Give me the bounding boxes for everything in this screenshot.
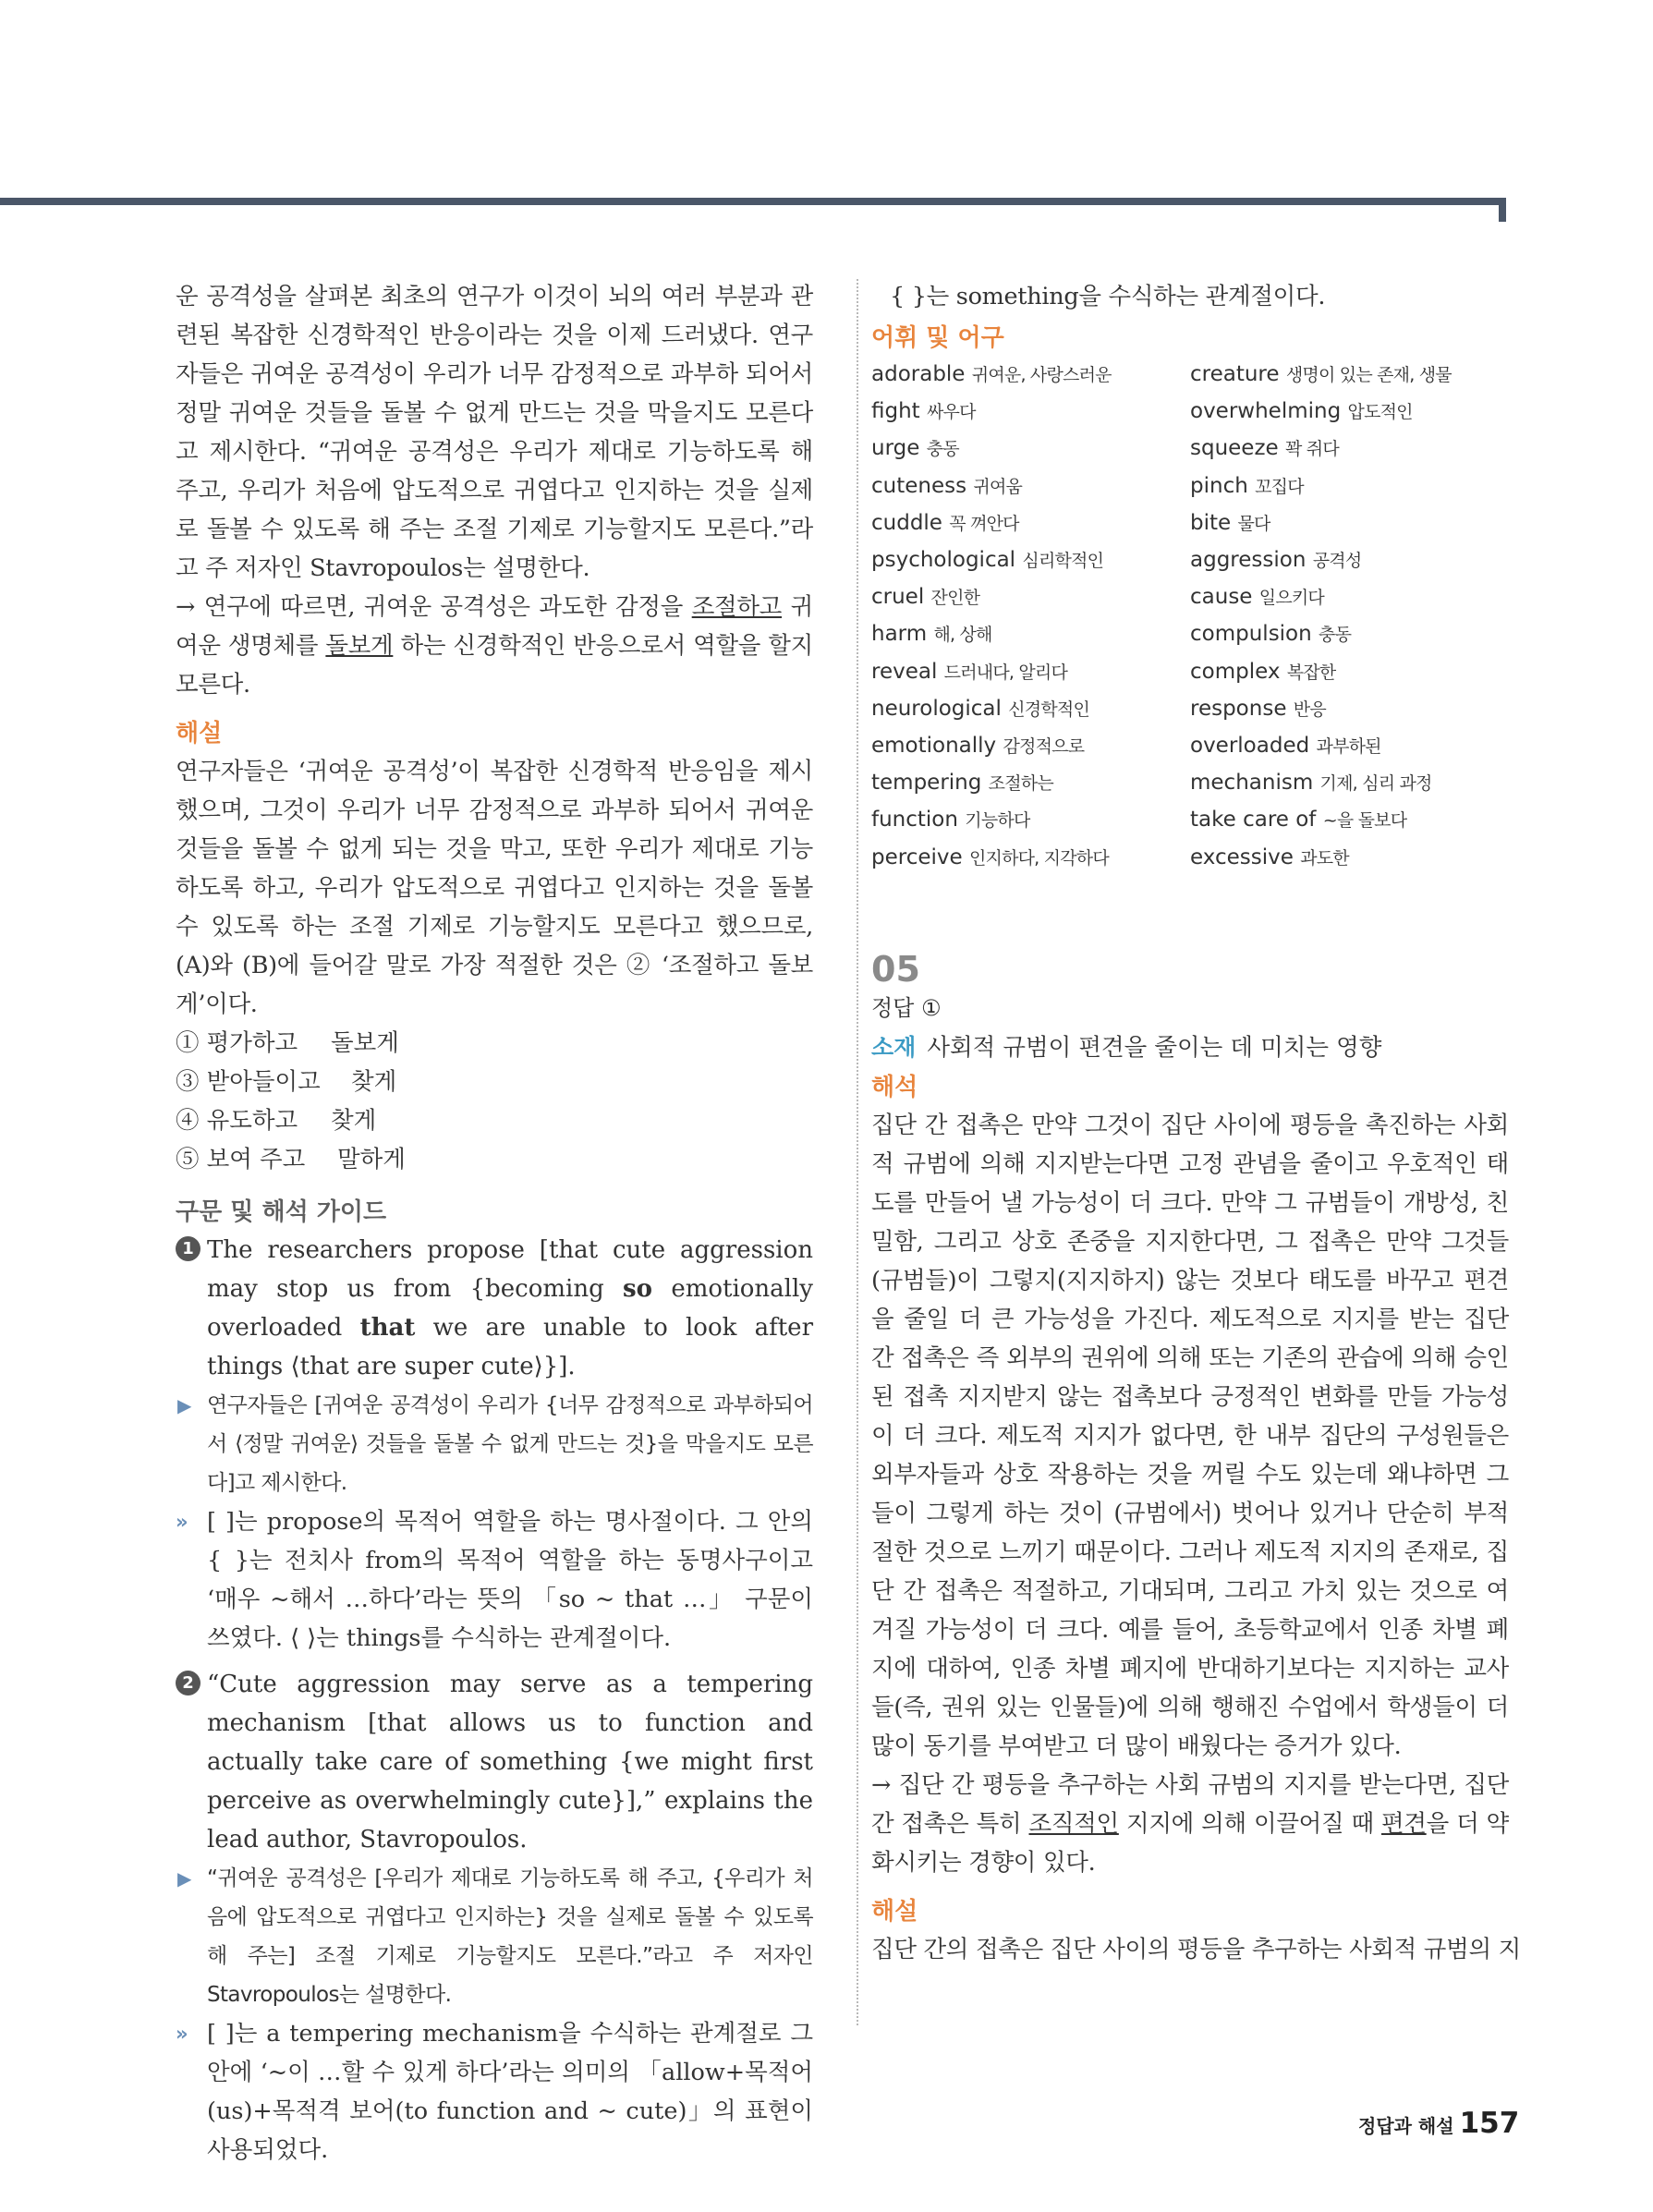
vocab-word: aggression [1190,548,1307,573]
vocab-item [871,357,1190,394]
vocab-item [871,542,1190,579]
haeseok-text: 집단 간 접촉은 만약 그것이 집단 사이에 평등을 촉진하는 사회적 규범에 의해 지지받는다면 고정 관념을 줄이고 우호적인 태도를 만들어 낼 가능성이 더 크다. 만약 그 규범들이 개방성, 친밀함, 그리고 상호 존중을 지지한다면, 그 접촉은 만약 그것들(규범들)이 그렇지(지지하지) 않는 것보다 태도를 바꾸고 편견을 줄일 더 큰 가능성을 가진다. 제도적으로 지지를 받는 집단 간 접촉은 즉 외부의 권위에 의해 또는 기존의 관습에 의해 승인된 접촉 지지받지 않는 접촉보다 긍정적인 변화를 만들 가능성이 더 크다. 제도적 지지가 없다면, 한 내부 집단의 구성원들은 외부자들과 상호 작용하는 것을 꺼릴 수도 있는데 왜냐하면 그들이 그렇게 하는 것이 (규범에서) 벗어나 있거나 단순히 부적절한 것으로 느끼기 때문이다. 그러나 제도적 지지의 존재로, 집단 간 접촉은 적절하고, 기대되며, 그리고 가치 있는 것으로 여겨질 가능성이 더 크다. 예를 들어, 초등학교에서 인종 차별 폐지에 대하여, 인종 차별 폐지에 반대하기보다는 지지하는 교사들(즉, 권위 있는 인물들)에 의해 행해진 수업에서 학생들이 더 많이 동기를 부여받고 더 많이 배웠다는 증거가 있다. [871,1111,1509,1760]
vocab-word: overwhelming [1190,399,1342,424]
vocab-meaning: 귀여움 [973,476,1023,497]
vocab-meaning: 과부하된 [1316,736,1381,758]
vocab-item [1190,802,1509,839]
guide-item-1-translation: ▶ 연구자들은 [귀여운 공격성이 우리가 {너무 감정적으로 과부하되어서 ⟨정말 귀여운⟩ 것들을 돌볼 수 없게 만드는 것}을 막을지도 모른다]고 제시한다. [176,1386,813,1502]
vocab-item [871,468,1190,505]
vocab-meaning: 물다 [1237,513,1270,534]
vocab-meaning: 충동 [926,439,959,460]
vocab-item [871,802,1190,839]
vocab-meaning: 기제, 심리 과정 [1319,773,1432,795]
vocab-word: tempering [871,771,982,796]
vocab-word: psychological [871,548,1016,573]
vocab-list [871,357,1509,877]
vocab-meaning: 생명이 있는 존재, 생물 [1285,365,1452,385]
option-3: ③ 받아들이고 찾게 [176,1068,397,1096]
vocab-meaning: 꼬집다 [1255,476,1304,497]
vocab-item [871,505,1190,542]
option-5: ⑤ 보여 주고 말하게 [176,1146,406,1173]
vocab-word: neurological [871,696,1002,721]
double-chevron-icon: » [176,2023,185,2045]
underlined-answer-a: 조직적인 [1028,1809,1119,1838]
vocab-meaning: 반응 [1293,699,1326,720]
vocab-meaning: 감정적으로 [1003,736,1085,758]
haeseol-heading: 해설 [176,720,223,747]
guide-item-2-english: 2 “Cute aggression may serve as a tempering mechanism [that allows us to function and actually take care of something {we might first perceive as overwhelmingly cute}],” explains the lead author, Stavropoulos. [176,1665,813,1859]
vocab-item [1190,542,1509,579]
topic-label: 소재 [871,1033,917,1061]
vocab-meaning: 과도한 [1300,847,1349,869]
vocab-word: urge [871,436,920,461]
vocab-meaning: 꽉 쥐다 [1285,439,1339,460]
vocab-item [1190,431,1509,468]
vocab-word: reveal [871,659,938,684]
vocab-item [871,616,1190,653]
haeseol-heading: 해설 [871,1897,918,1926]
vocab-item [1190,840,1509,877]
topic-line: 소재 사회적 규범이 편견을 줄이는 데 미치는 영향 [871,1033,1382,1062]
vocab-meaning: 일으키다 [1258,588,1324,609]
vocab-meaning: 심리학적인 [1022,551,1104,572]
vocab-word: take care of [1190,808,1317,833]
vocab-item [1190,654,1509,691]
vocab-item [1190,579,1509,616]
vocab-meaning: 잔인한 [930,588,980,609]
vocab-meaning: 싸우다 [927,402,976,423]
vocab-word: cruel [871,585,925,610]
vocab-word: complex [1190,659,1281,684]
vocab-heading: 어휘 및 어구 [871,324,1004,352]
vocab-word: pinch [1190,473,1248,498]
vocab-word: creature [1190,362,1280,386]
guide-heading: 구문 및 해석 가이드 [176,1198,387,1226]
guide-item-2-translation: ▶ “귀여운 공격성은 [우리가 제대로 기능하도록 해 주고, {우리가 처음에 압도적으로 귀엽다고 인지하는} 것을 실제로 돌볼 수 있도록 해 주는] 조절 기제로 기능할지도 모른다.”라고 주 저자인 Stavropoulos는 설명한다. [176,1859,813,2014]
option-1: ① 평가하고 돌보게 [176,1029,399,1057]
vocab-word: overloaded [1190,734,1310,759]
vocab-meaning: ~을 돌보다 [1322,810,1407,832]
vocab-item [1190,505,1509,542]
vocab-word: compulsion [1190,622,1312,647]
header-rule-end [1499,198,1506,222]
vocab-meaning: 드러내다, 알리다 [943,662,1068,683]
vocab-word: cause [1190,585,1253,610]
triangle-bullet-icon: ▶ [177,1867,191,1890]
column-divider [857,279,858,2025]
vocab-word: fight [871,399,920,424]
vocab-item [871,840,1190,877]
left-column [176,277,813,2169]
vocab-item [1190,357,1509,394]
vocab-word: perceive [871,845,963,869]
underlined-answer-b: 편견 [1381,1809,1427,1838]
vocab-item [871,691,1190,728]
page-number: 157 [1459,2107,1520,2140]
translation-paragraph: 운 공격성을 살펴본 최초의 연구가 이것이 뇌의 여러 부분과 관련된 복잡한 신경학적인 반응이라는 것을 이제 드러냈다. 연구자들은 귀여운 공격성이 우리가 너무 감정적으로 과부하 되어서 정말 귀여운 것들을 돌볼 수 없게 만드는 것을 막을지도 모른다고 제시한다. “귀여운 공격성은 우리가 제대로 기능하도록 해 주고, 우리가 처음에 압도적으로 귀엽다고 인지하는 것을 실제로 돌볼 수 있도록 해 주는 조절 기제로 기능할지도 모른다.”라고 주 저자인 Stavropoulos는 설명한다. [176,283,813,582]
vocab-meaning: 귀여운, 사랑스러운 [971,365,1112,385]
vocab-word: response [1190,696,1287,721]
vocab-word: harm [871,622,928,647]
vocab-meaning: 조절하는 [988,773,1053,795]
vocab-item [871,654,1190,691]
vocab-item [871,728,1190,765]
summary-sentence: → 연구에 따르면, 귀여운 공격성은 과도한 감정을 조절하고 귀여운 생명체를 돌보게 하는 신경학적인 반응으로서 역할을 할지 모른다. [176,593,814,699]
option-4: ④ 유도하고 찾게 [176,1107,377,1135]
footer-label: 정답과 해설 [1358,2115,1454,2137]
answer-line: 정답 ① [871,994,942,1021]
vocab-item [871,431,1190,468]
vocab-item [1190,468,1509,505]
haeseol-text: 집단 간의 접촉은 집단 사이의 평등을 추구하는 사회적 규범의 지 [871,1935,1521,1963]
triangle-bullet-icon: ▶ [177,1394,191,1416]
vocab-word: function [871,808,958,833]
vocab-meaning: 신경학적인 [1008,699,1090,720]
vocab-item [1190,616,1509,653]
guide-item-1-english: 1 The researchers propose [that cute aggression may stop us from {becoming so emotionally overloaded that we are unable to look after things ⟨that are super cute⟩}]. [176,1231,813,1386]
vocab-item [1190,765,1509,802]
vocab-word: excessive [1190,845,1294,869]
vocab-meaning: 복잡한 [1286,662,1336,683]
guide-item-2-note: » [ ]는 a tempering mechanism을 수식하는 관계절로 그 안에 ‘~이 …할 수 있게 하다’라는 의미의 「allow+목적어(us)+목적격 보어(to function and ~ cute)」의 표현이 사용되었다. [176,2014,813,2169]
vocab-meaning: 압도적인 [1347,402,1413,423]
vocab-item [871,579,1190,616]
underlined-answer-a: 조절하고 [691,593,783,621]
continued-note: { }는 something을 수식하는 관계절이다. [890,283,1326,310]
vocab-meaning: 인지하다, 지각하다 [968,847,1109,869]
vocab-item [1190,728,1509,765]
vocab-word: emotionally [871,734,997,759]
answer-options [176,1024,813,1179]
vocab-item [871,765,1190,802]
number-1-badge: 1 [176,1236,201,1261]
vocab-meaning: 공격성 [1312,551,1362,572]
vocab-word: cuteness [871,473,967,498]
vocab-item [1190,394,1509,431]
vocab-word: mechanism [1190,771,1314,796]
haeseol-text: 연구자들은 ‘귀여운 공격성’이 복잡한 신경학적 반응임을 제시했으며, 그것이 우리가 너무 감정적으로 과부하 되어서 귀여운 것들을 돌볼 수 없게 되는 것을 막고, 또한 우리가 제대로 기능하도록 하고, 우리가 압도적으로 귀엽다고 인지하는 것을 돌볼 수 있도록 하는 조절 기제로 기능할지도 모른다고 했으므로, (A)와 (B)에 들어갈 말로 가장 적절한 것은 ② ‘조절하고 돌보게’이다. [176,758,813,1018]
vocab-word: squeeze [1190,436,1279,461]
vocab-item [871,394,1190,431]
summary-sentence: → 집단 간 평등을 추구하는 사회 규범의 지지를 받는다면, 집단 간 접촉은 특히 조직적인 지지에 의해 이끌어질 때 편견을 더 약화시키는 경향이 있다. [871,1770,1509,1877]
vocab-meaning: 해, 상해 [933,625,992,646]
haeseok-heading: 해석 [871,1073,918,1101]
vocab-word: bite [1190,510,1232,535]
page-footer [1358,2107,1519,2140]
header-rule [0,198,1506,205]
vocab-word: adorable [871,362,966,386]
vocab-meaning: 충동 [1319,625,1352,646]
number-2-badge: 2 [176,1671,201,1695]
vocab-item [1190,691,1509,728]
guide-item-1-note: » [ ]는 propose의 목적어 역할을 하는 명사절이다. 그 안의 { }는 전치사 from의 목적어 역할을 하는 동명사구이고 ‘매우 ~해서 …하다’라는 뜻의 「so ~ that …」 구문이 쓰였다. ⟨ ⟩는 things를 수식하는 관계절이다. [176,1502,813,1658]
right-column [871,277,1521,1969]
question-number: 05 [871,948,920,990]
vocab-meaning: 기능하다 [965,810,1030,832]
vocab-word: cuddle [871,510,942,535]
vocab-meaning: 꼭 껴안다 [949,513,1019,534]
double-chevron-icon: » [176,1511,185,1533]
underlined-answer-b: 돌보게 [325,632,394,660]
